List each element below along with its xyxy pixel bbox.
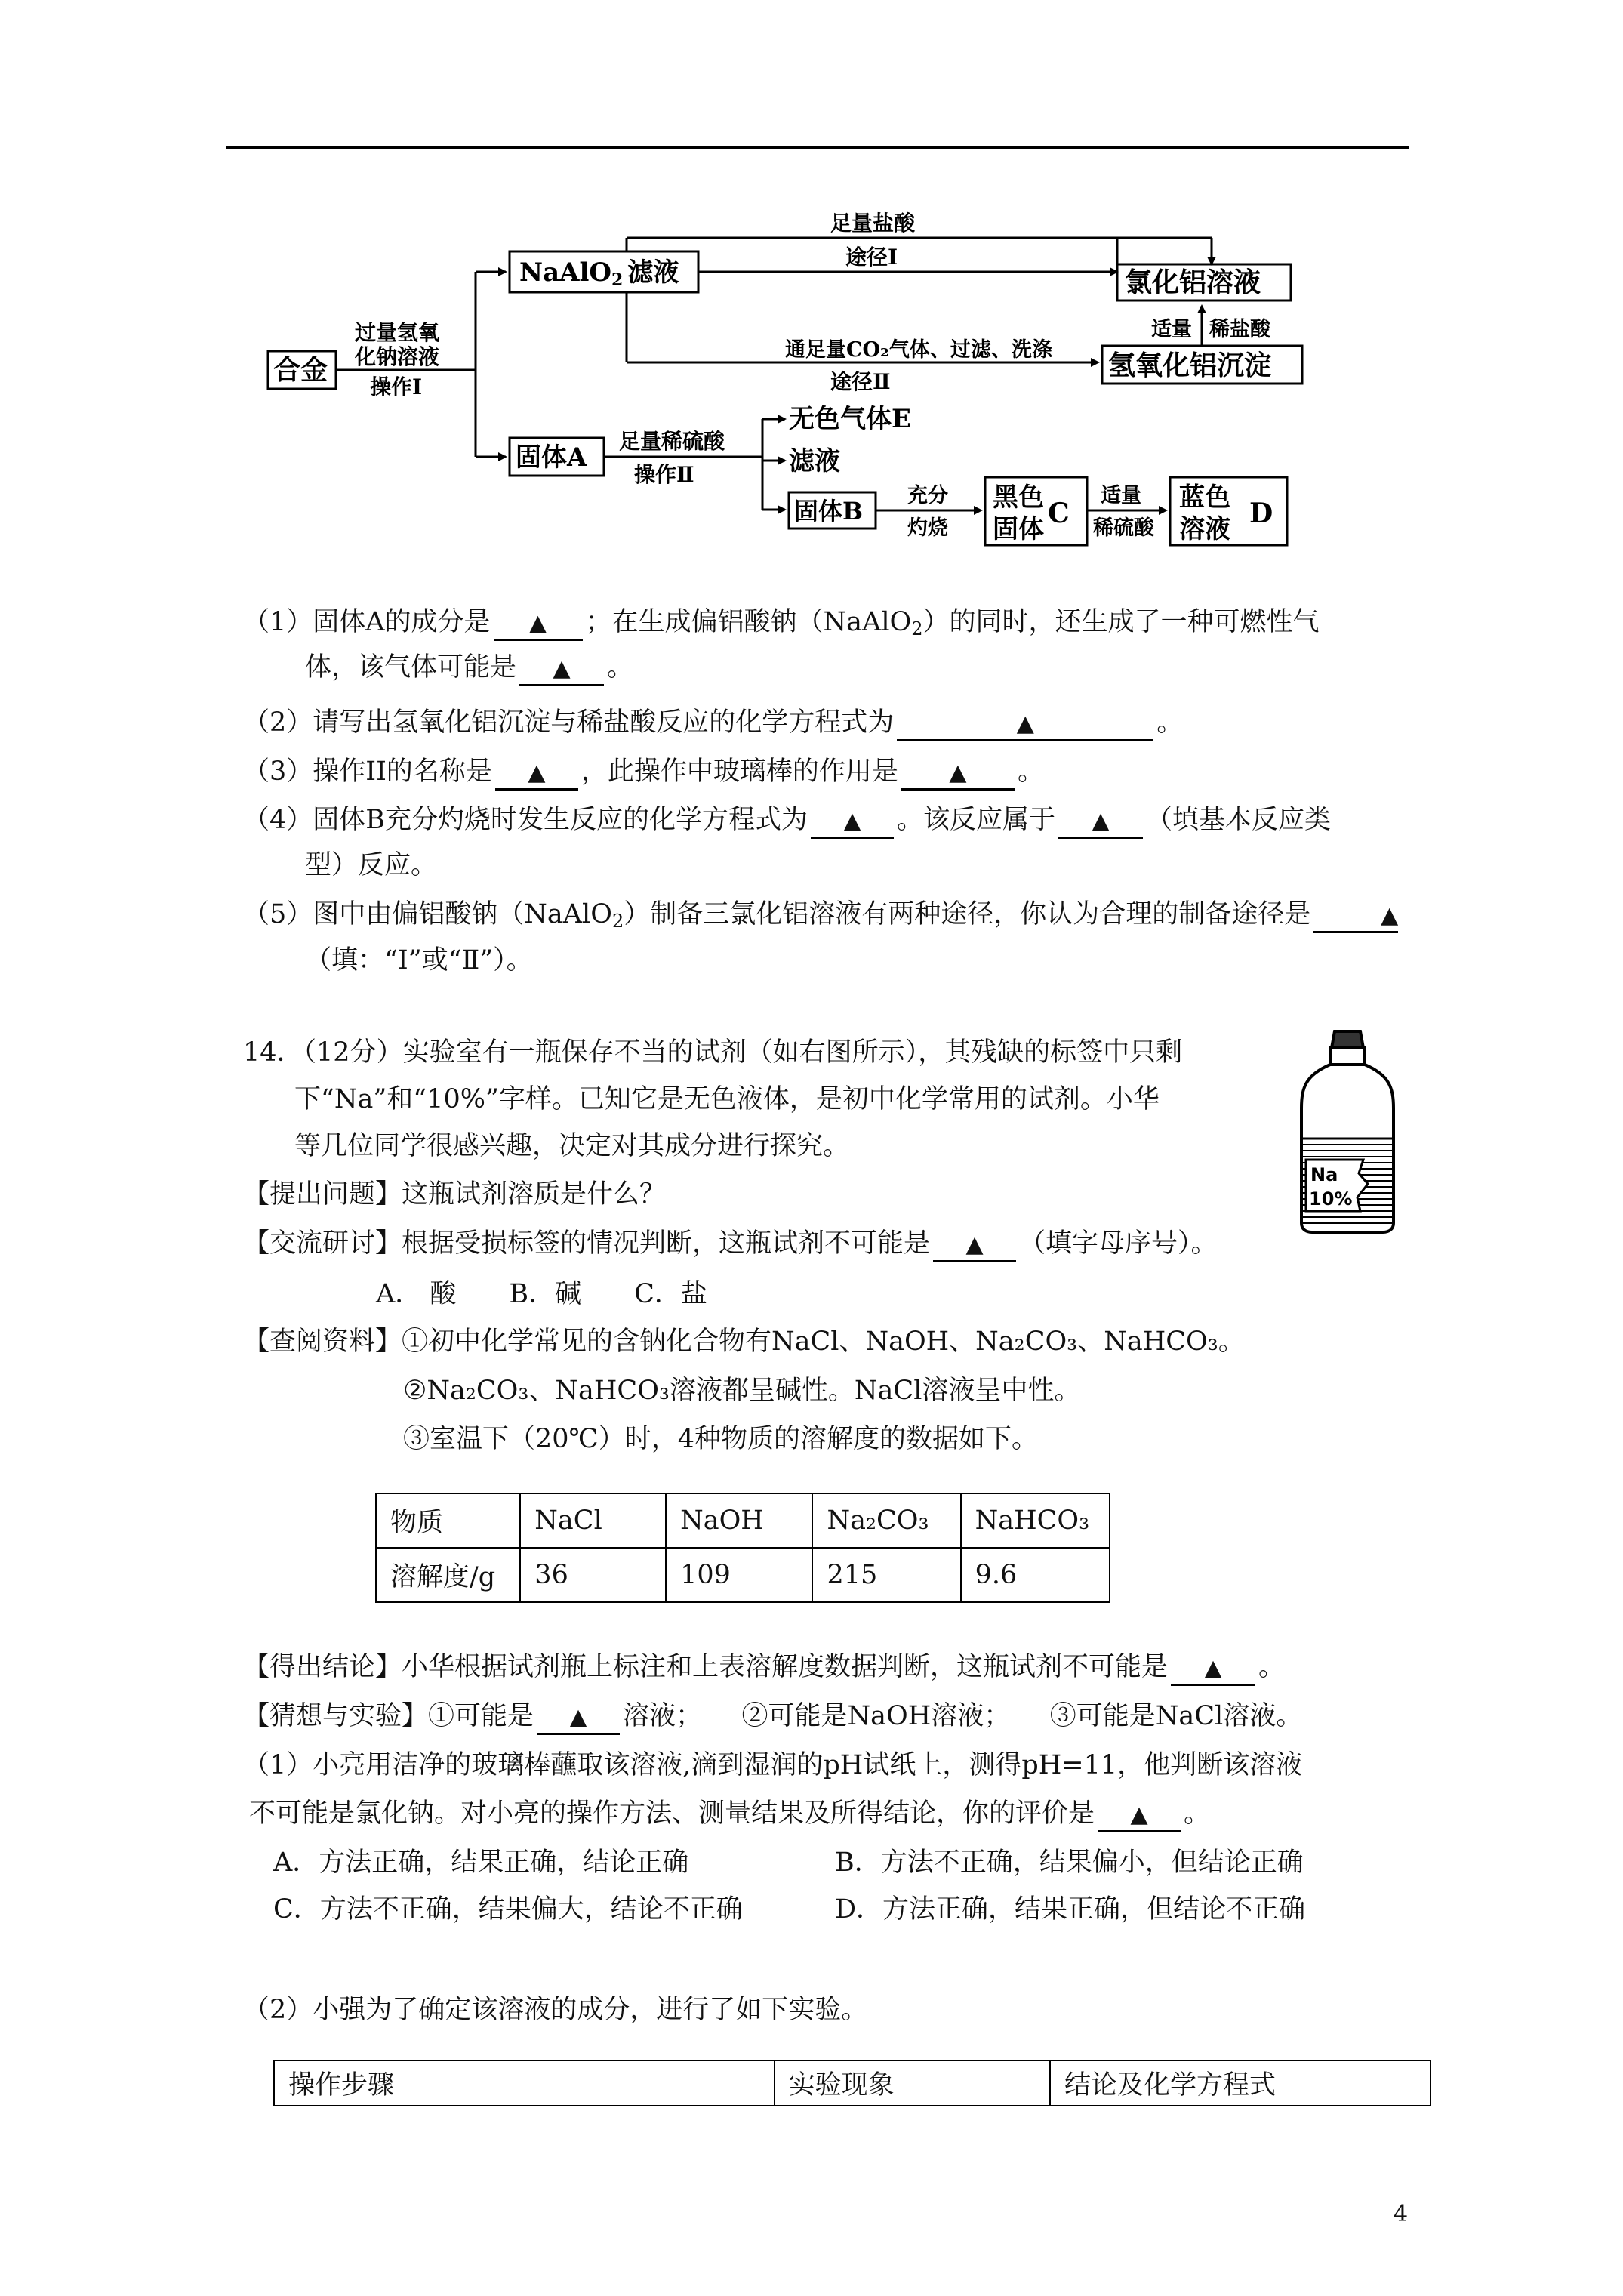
q13-part5-line1: （5）图中由偏铝酸钠（NaAlO$_2$）制备三氯化铝溶液有两种途径，你认为合理的制备途径是 ▲: [243, 899, 1399, 932]
q14-guess: 【猜想与实验】①可能是 ▲ 溶液； ②可能是NaOH溶液； ③可能是NaCl溶液。: [243, 1698, 1302, 1735]
q14-options: A． 酸 B．碱 C．盐: [376, 1279, 707, 1309]
route2-top: 通足量CO₂气体、过滤、洗涤: [785, 338, 1052, 362]
blackC-letter: C: [1048, 498, 1070, 529]
answer-blank[interactable]: ▲: [1313, 899, 1398, 933]
blueD-line2: 溶液: [1179, 514, 1230, 544]
answer-blank[interactable]: ▲: [1058, 805, 1143, 839]
blackC-line2: 固体: [993, 514, 1044, 544]
q14-choice-c: C．方法不正确，结果偏大，结论不正确: [273, 1894, 743, 1925]
step-acid: 稀盐酸: [1209, 318, 1270, 341]
table-cell: 109: [666, 1548, 812, 1602]
table-cell: 36: [520, 1548, 666, 1602]
filtrate-label: 滤液: [789, 446, 840, 476]
route2-label: 途径Ⅱ: [830, 369, 891, 394]
table-cell: 结论及化学方程式: [1050, 2060, 1431, 2106]
op2-label: 操作Ⅱ: [634, 462, 694, 487]
q14-conclusion: 【得出结论】小华根据试剂瓶上标注和上表溶解度数据判断，这瓶试剂不可能是 ▲ 。: [243, 1649, 1285, 1686]
q14-step2: （2）小强为了确定该溶液的成分，进行了如下实验。: [243, 1995, 868, 2025]
q14-intro-line1: 14．（12分）实验室有一瓶保存不当的试剂（如右图所示），其残缺的标签中只剩: [243, 1037, 1183, 1068]
table-cell: NaCl: [520, 1493, 666, 1548]
flowchart-diagram: [257, 196, 1344, 559]
answer-blank[interactable]: ▲: [519, 652, 604, 686]
table-cell: NaHCO₃: [961, 1493, 1110, 1548]
solidB-label: 固体B: [794, 497, 864, 525]
q14-intro-line2: 下“Na”和“10%”字样。已知它是无色液体，是初中化学常用的试剂。小华: [294, 1084, 1160, 1114]
answer-blank[interactable]: ▲: [901, 757, 1015, 791]
reagent1-line2: 化钠溶液: [355, 344, 440, 369]
table-row: [274, 2060, 1431, 2106]
page-number: 4: [1394, 2201, 1409, 2227]
q14-choice-a: A．方法正确，结果正确，结论正确: [273, 1848, 689, 1878]
table-cell: 溶解度/g: [376, 1548, 520, 1602]
reagent2-label: 足量稀硫酸: [619, 429, 725, 454]
answer-blank[interactable]: ▲: [897, 707, 1153, 741]
burn2-label: 灼烧: [907, 516, 948, 540]
route1-label: 途径Ⅰ: [845, 245, 898, 270]
q14-info1: 【查阅资料】①初中化学常见的含钠化合物有NaCl、NaOH、Na₂CO₃、NaHCO₃。: [243, 1327, 1245, 1357]
q13-part1-line1: （1）固体A的成分是 ▲ ；在生成偏铝酸钠（NaAlO$_2$）的同时，还生成了一种可燃性气: [243, 607, 1320, 639]
answer-blank[interactable]: ▲: [537, 1701, 620, 1735]
reagent3-line1: 适量: [1101, 484, 1141, 507]
op1-label: 操作Ⅰ: [370, 374, 423, 399]
table-cell: 9.6: [961, 1548, 1110, 1602]
answer-blank[interactable]: ▲: [495, 757, 578, 791]
reagent1-line1: 过量氢氧: [355, 320, 440, 345]
answer-blank[interactable]: ▲: [811, 805, 894, 839]
aloh3-label: 氢氧化铝沉淀: [1108, 350, 1272, 381]
answer-blank[interactable]: ▲: [933, 1228, 1016, 1262]
alloy-label: 合金: [273, 354, 328, 386]
answer-blank[interactable]: ▲: [1171, 1652, 1255, 1686]
route1-top: 足量盐酸: [830, 211, 916, 236]
q14-info3: ③室温下（20℃）时，4种物质的溶解度的数据如下。: [403, 1424, 1038, 1454]
table-cell: 操作步骤: [274, 2060, 775, 2106]
table-row: [376, 1548, 1110, 1602]
step-top: 适量: [1151, 318, 1192, 341]
q14-ask: 【提出问题】这瓶试剂溶质是什么？: [243, 1179, 667, 1210]
reagent-bottle-icon: [1298, 1025, 1397, 1237]
naalo2-label: NaAlO2 滤液: [519, 257, 679, 290]
solubility-table: [375, 1493, 1110, 1603]
burn1-label: 充分: [907, 484, 948, 507]
experiment-table: [273, 2060, 1431, 2106]
bottle-label-na: Na: [1310, 1164, 1338, 1185]
q13-part3: （3）操作II的名称是 ▲ ，此操作中玻璃棒的作用是 ▲ 。: [243, 754, 1044, 791]
q14-info2: ②Na₂CO₃、NaHCO₃溶液都呈碱性。NaCl溶液呈中性。: [403, 1376, 1081, 1406]
solidA-label: 固体A: [516, 442, 587, 473]
q13-part4-line2: 型）反应。: [305, 850, 438, 880]
q14-intro-line3: 等几位同学很感兴趣，决定对其成分进行探究。: [294, 1131, 850, 1161]
table-row: [376, 1493, 1110, 1548]
q14-step1-line2: 不可能是氯化钠。对小亮的操作方法、测量结果及所得结论，你的评价是 ▲ 。: [249, 1795, 1210, 1832]
q14-choice-d: D．方法正确，结果正确，但结论不正确: [835, 1894, 1306, 1925]
blackC-line1: 黑色: [993, 482, 1044, 513]
blueD-line1: 蓝色: [1179, 482, 1230, 513]
gasE-label: 无色气体E: [789, 404, 911, 434]
header-rule: [226, 146, 1409, 149]
answer-blank[interactable]: ▲: [494, 607, 583, 641]
reagent3-line2: 稀硫酸: [1093, 516, 1154, 540]
q13-part4-line1: （4）固体B充分灼烧时发生反应的化学方程式为 ▲ 。该反应属于 ▲ （填基本反应类: [243, 802, 1331, 839]
table-cell: 215: [812, 1548, 960, 1602]
table-cell: 物质: [376, 1493, 520, 1548]
q13-part1-line2: 体，该气体可能是 ▲ 。: [305, 649, 633, 686]
q14-step1-line1: （1）小亮用洁净的玻璃棒蘸取该溶液,滴到湿润的pH试纸上，测得pH=11，他判断该溶液: [243, 1750, 1303, 1780]
q14-choice-b: B．方法不正确，结果偏小，但结论正确: [835, 1848, 1304, 1878]
table-cell: Na₂CO₃: [812, 1493, 960, 1548]
q13-part5-line2: （填：“Ⅰ”或“Ⅱ”）。: [305, 945, 533, 975]
bottle-label-percent: 10%: [1309, 1188, 1353, 1210]
blueD-letter: D: [1249, 498, 1273, 529]
table-cell: NaOH: [666, 1493, 812, 1548]
q13-part2: （2）请写出氢氧化铝沉淀与稀盐酸反应的化学方程式为 ▲ 。: [243, 704, 1183, 741]
q14-discuss: 【交流研讨】根据受损标签的情况判断，这瓶试剂不可能是 ▲ （填字母序号）。: [243, 1225, 1218, 1262]
alcl3-label: 氯化铝溶液: [1125, 267, 1261, 298]
answer-blank[interactable]: ▲: [1098, 1798, 1181, 1832]
table-cell: 实验现象: [775, 2060, 1050, 2106]
